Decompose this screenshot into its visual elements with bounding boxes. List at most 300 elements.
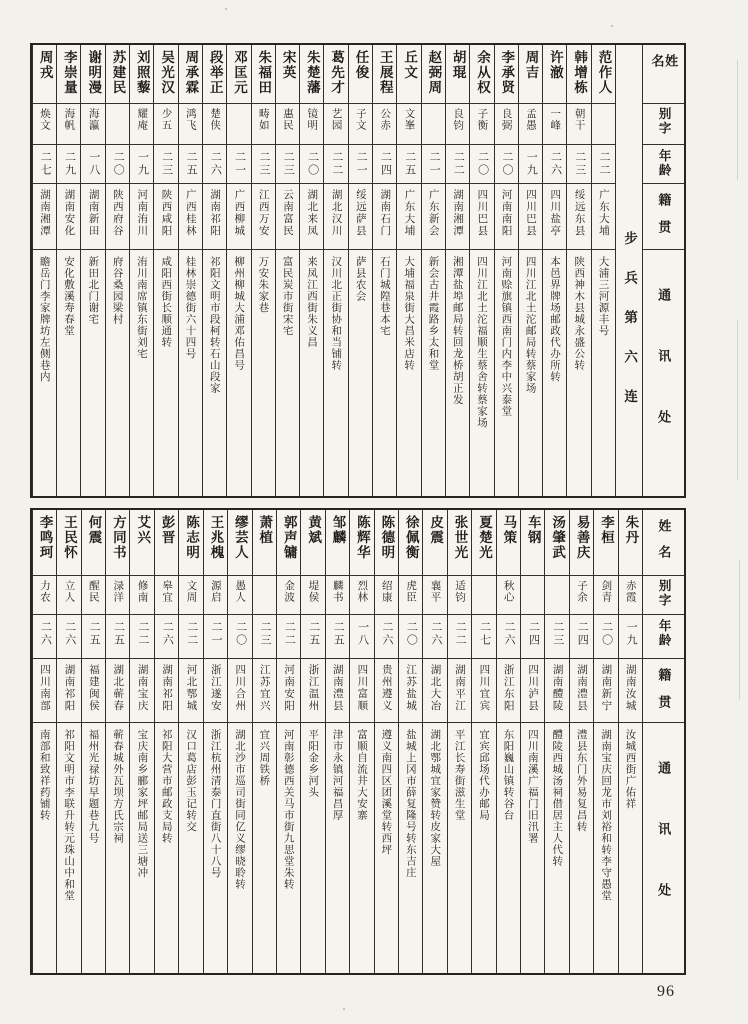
person-alias: 焕文	[39, 108, 52, 131]
person-address: 新田北门谢宅	[87, 256, 100, 325]
person-native-place-cell	[301, 659, 324, 723]
person-alias: 堤侯	[307, 580, 320, 603]
person-column	[422, 510, 446, 973]
header-cell-age	[643, 615, 684, 659]
person-native-place-cell	[373, 184, 396, 250]
person-alias-cell	[543, 104, 566, 145]
person-alias-cell	[422, 104, 445, 145]
person-address: 宝庆南乡郦家坪邮局送三塘冲	[136, 729, 149, 879]
person-column	[421, 45, 445, 496]
person-native-place: 陕西府谷	[111, 189, 124, 237]
person-age-cell	[543, 145, 566, 184]
person-age: 二〇	[500, 151, 513, 177]
header-cell-native-place	[643, 659, 684, 723]
person-alias: 子余	[575, 580, 588, 603]
person-address: 陕西神木县城永盛公转	[573, 256, 586, 371]
person-age: 二五	[112, 621, 125, 647]
person-native-place-cell	[276, 184, 299, 250]
person-address-cell	[326, 723, 349, 973]
person-age-cell	[179, 615, 202, 659]
person-age: 一九	[136, 151, 149, 177]
header-cell-alias	[643, 104, 684, 145]
person-alias: 镜明	[306, 108, 319, 131]
person-alias: 文周	[185, 580, 198, 603]
person-address-cell	[106, 250, 129, 496]
person-name-cell	[81, 45, 104, 104]
person-age-cell	[82, 615, 105, 659]
person-alias-cell	[227, 104, 250, 145]
person-native-place: 四川泸县	[527, 664, 540, 712]
person-column	[569, 510, 593, 973]
person-age: 二〇	[306, 151, 319, 177]
person-name-cell	[276, 45, 299, 104]
person-native-place: 湖南石门	[379, 189, 392, 237]
person-column	[80, 45, 104, 496]
person-age: 二一	[355, 151, 368, 177]
person-alias: 秋心	[502, 580, 515, 603]
unit-column	[615, 45, 642, 496]
person-address-cell	[521, 723, 544, 973]
person-address-cell	[130, 723, 153, 973]
person-native-place-cell	[326, 659, 349, 723]
person-native-place: 湖南醴陵	[551, 664, 564, 712]
person-name-cell	[567, 45, 590, 104]
person-address-cell	[33, 250, 56, 496]
person-name-cell	[326, 510, 349, 576]
person-age: 二三	[282, 151, 295, 177]
person-native-place-cell	[519, 184, 542, 250]
person-address: 咸阳西街长顺通转	[160, 256, 173, 348]
person-alias: 楚侠	[209, 108, 222, 131]
person-alias-cell	[57, 576, 80, 615]
person-address: 新会古井霞路乡太和堂	[427, 256, 440, 371]
person-native-place-cell	[81, 184, 104, 250]
person-name-cell	[519, 45, 542, 104]
person-age: 一九	[625, 621, 638, 647]
scan-margin-mark	[739, 560, 740, 700]
person-name-cell	[277, 510, 300, 576]
person-age: 二五	[307, 621, 320, 647]
person-age: 二九	[63, 151, 76, 177]
person-alias-cell	[301, 576, 324, 615]
person-address-cell	[375, 723, 398, 973]
person-column	[494, 45, 518, 496]
person-age-cell	[495, 145, 518, 184]
person-age-cell	[204, 615, 227, 659]
person-alias-cell	[423, 576, 446, 615]
person-alias: 少五	[160, 108, 173, 131]
person-address-cell	[300, 250, 323, 496]
person-native-place: 四川宜宾	[478, 664, 491, 712]
person-address: 洧川南席镇东街刘宅	[135, 256, 148, 360]
person-native-place-cell	[349, 184, 372, 250]
person-native-place-cell	[130, 659, 153, 723]
person-address: 湘潭盐埠邮局转回龙桥胡正发	[451, 256, 464, 406]
person-name-cell	[106, 510, 129, 576]
person-name-cell	[324, 45, 347, 104]
person-address: 安化敷溪寿春堂	[63, 256, 75, 337]
person-alias: 虎臣	[405, 580, 418, 603]
person-age-cell	[567, 145, 590, 184]
person-column	[202, 45, 226, 496]
person-alias-cell	[33, 104, 56, 145]
person-alias-cell	[567, 104, 590, 145]
person-name-cell	[106, 45, 129, 104]
scan-speck	[343, 1008, 345, 1010]
person-address: 汉川北正街协和当铺转	[330, 256, 343, 371]
person-alias-cell	[130, 104, 153, 145]
person-address: 汝城西街广佑祥	[624, 729, 637, 810]
person-native-place-cell	[350, 659, 373, 723]
person-name: 李鸣珂	[37, 515, 53, 560]
person-alias-cell	[470, 104, 493, 145]
person-name-cell	[375, 510, 398, 576]
person-age-cell	[227, 145, 250, 184]
person-name: 谢明漫	[86, 50, 102, 95]
person-column	[252, 510, 276, 973]
person-alias-cell	[446, 104, 469, 145]
person-alias-cell	[472, 576, 495, 615]
person-native-place-cell	[495, 184, 518, 250]
person-address-cell	[277, 723, 300, 973]
person-alias-cell	[228, 576, 251, 615]
person-address: 东阳巍山镇转谷台	[502, 729, 515, 821]
person-column	[105, 510, 129, 973]
person-native-place: 湖南澧县	[575, 664, 588, 712]
person-column	[496, 510, 520, 973]
person-native-place: 湖南祁阳	[161, 664, 174, 712]
person-name-cell	[594, 510, 617, 576]
person-age: 二四	[527, 621, 540, 647]
person-column	[153, 45, 177, 496]
person-native-place-cell	[446, 184, 469, 250]
header-label-alias: 别字	[657, 107, 672, 136]
person-name-cell	[497, 510, 520, 576]
person-alias: 子文	[354, 108, 367, 131]
person-native-place: 湖南平江	[453, 664, 466, 712]
person-native-place-cell	[300, 184, 323, 250]
person-native-place-cell	[567, 184, 590, 250]
person-name-cell	[253, 510, 276, 576]
person-name: 陈德明	[379, 515, 395, 560]
person-column	[445, 45, 469, 496]
person-address-cell	[82, 723, 105, 973]
person-address: 石门城隍巷本宅	[378, 256, 391, 337]
person-address-cell	[204, 723, 227, 973]
person-name-cell	[154, 45, 177, 104]
person-alias: 醒民	[87, 580, 100, 603]
person-native-place-cell	[154, 184, 177, 250]
person-age-cell	[301, 615, 324, 659]
person-address: 澧县东门外易复昌转	[575, 729, 588, 833]
header-label-native-place: 籍贯	[656, 193, 672, 247]
person-native-place-cell	[253, 659, 276, 723]
scan-speck	[225, 8, 227, 10]
person-name: 徐佩衡	[403, 515, 419, 560]
person-age: 二四	[379, 151, 392, 177]
person-alias-cell	[373, 104, 396, 145]
person-name: 易善庆	[574, 515, 590, 560]
person-age-cell	[399, 615, 422, 659]
person-native-place: 四川富顺	[356, 664, 369, 712]
person-name-cell	[422, 45, 445, 104]
person-native-place: 广东大埔	[403, 189, 416, 237]
header-cell-address	[643, 250, 684, 496]
person-name: 宋英	[280, 50, 296, 80]
header-label-age: 年龄	[657, 149, 672, 178]
person-address-cell	[448, 723, 471, 973]
person-address-cell	[106, 723, 129, 973]
person-age: 二六	[381, 621, 393, 647]
person-alias: 鸿飞	[184, 108, 197, 131]
person-native-place: 广东新会	[427, 189, 440, 237]
person-age: 二一	[210, 621, 223, 647]
person-name-cell	[521, 510, 544, 576]
header-label-address: 通讯处	[656, 288, 672, 471]
person-address-cell	[423, 723, 446, 973]
person-alias: 一峰	[549, 108, 562, 131]
person-name: 陈志明	[184, 515, 200, 560]
person-age: 二六	[63, 621, 76, 647]
person-address: 来凤江西街朱义昌	[305, 256, 318, 348]
person-native-place: 湖北蕲春	[112, 664, 125, 712]
person-native-place: 河南南阳	[500, 189, 513, 237]
person-age: 二六	[429, 621, 442, 647]
person-name: 马策	[501, 515, 517, 545]
person-column	[396, 45, 420, 496]
person-age-cell	[448, 615, 471, 659]
person-age-cell	[422, 145, 445, 184]
person-address-cell	[619, 723, 642, 973]
person-address: 四川江北土沱邮局转蔡家场	[524, 256, 537, 394]
person-age: 二二	[283, 621, 296, 647]
person-name: 邹麟	[330, 515, 346, 545]
person-name: 方同书	[110, 515, 126, 560]
person-alias: 皋宜	[161, 580, 174, 603]
person-name: 王展程	[377, 50, 393, 95]
person-column	[618, 510, 642, 973]
person-address-cell	[130, 250, 153, 496]
person-address-cell	[399, 723, 422, 973]
person-address: 河南赊旗镇西南门内李中兴泰堂	[500, 256, 513, 417]
person-native-place: 河南安阳	[283, 664, 296, 712]
header-cell-age	[643, 145, 684, 184]
person-address: 富顺自流井大安寨	[356, 729, 369, 821]
person-native-place-cell	[227, 184, 250, 250]
person-native-place: 四川巴县	[476, 189, 489, 237]
person-native-place: 河北鄂城	[185, 664, 198, 712]
person-age: 二二	[598, 151, 611, 177]
person-name: 范作人	[596, 50, 612, 95]
person-age: 二三	[257, 151, 270, 177]
person-alias-cell	[619, 576, 642, 615]
person-name: 朱福田	[256, 50, 272, 95]
person-column	[154, 510, 178, 973]
person-alias-cell	[276, 104, 299, 145]
person-address: 福州光禄坊早题巷九号	[87, 729, 100, 844]
person-native-place-cell	[228, 659, 251, 723]
person-address: 祁阳文明市段柯转石山段家	[208, 256, 221, 394]
person-native-place: 四川合州	[234, 664, 247, 712]
person-alias-cell	[397, 104, 420, 145]
person-name-cell	[592, 45, 615, 104]
person-column	[520, 510, 544, 973]
person-alias: 赤霞	[624, 580, 637, 603]
person-name: 李桓	[598, 515, 614, 545]
person-native-place-cell	[422, 184, 445, 250]
person-alias: 立人	[63, 580, 76, 603]
person-alias: 良弼	[500, 108, 513, 131]
person-name: 王民怀	[62, 515, 78, 560]
person-native-place: 四川南部	[39, 664, 52, 712]
person-alias: 烈林	[356, 580, 369, 603]
person-name-cell	[349, 45, 372, 104]
person-address-cell	[543, 250, 566, 496]
person-age-cell	[326, 615, 349, 659]
person-native-place: 湖北来凤	[306, 189, 319, 237]
person-native-place-cell	[497, 659, 520, 723]
person-column	[469, 45, 493, 496]
person-age-cell	[519, 145, 542, 184]
person-name-cell	[227, 45, 250, 104]
person-alias-cell	[106, 104, 129, 145]
person-native-place: 云南富民	[282, 189, 294, 237]
person-alias: 子衡	[476, 108, 489, 131]
person-address: 浙江杭州清泰门直街八十八号	[209, 729, 222, 879]
person-address-cell	[252, 250, 275, 496]
person-age-cell	[228, 615, 251, 659]
person-age-cell	[446, 145, 469, 184]
person-column	[56, 45, 80, 496]
person-address-cell	[570, 723, 593, 973]
person-address-cell	[57, 723, 80, 973]
person-alias: 艺园	[330, 108, 343, 131]
person-name-cell	[570, 510, 593, 576]
person-address: 大浦三河源丰号	[597, 256, 610, 337]
person-name: 任俊	[353, 50, 369, 80]
person-name: 车钢	[525, 515, 541, 545]
person-age: 二〇	[405, 621, 418, 647]
person-alias: 海帆	[63, 108, 76, 131]
person-address: 河南彰德西关马市街九思堂朱转	[282, 729, 295, 890]
person-native-place-cell	[472, 659, 495, 723]
person-address: 南部和致祥药铺转	[38, 729, 51, 821]
person-name: 胡琨	[450, 50, 466, 80]
person-address-cell	[33, 723, 56, 973]
person-alias: 金波	[283, 580, 296, 603]
person-age-cell	[253, 615, 276, 659]
person-alias-cell	[82, 576, 105, 615]
person-address: 府谷桑园梁村	[111, 256, 124, 325]
person-age: 二五	[88, 621, 101, 647]
person-native-place-cell	[252, 184, 275, 250]
person-column	[593, 510, 617, 973]
person-name-cell	[57, 510, 80, 576]
person-native-place: 江苏盐城	[405, 664, 418, 712]
person-address-cell	[227, 250, 250, 496]
person-address-cell	[495, 250, 518, 496]
person-name: 缪芸人	[232, 515, 248, 560]
person-alias-cell	[252, 104, 275, 145]
person-address: 醴陵西城汤祠借居主人代转	[551, 729, 564, 867]
person-age-cell	[592, 145, 615, 184]
person-name-cell	[448, 510, 471, 576]
person-address: 富民炭市街宋宅	[281, 256, 294, 337]
person-alias: 耀庵	[136, 108, 149, 131]
person-age-cell	[277, 615, 300, 659]
person-name: 张世光	[452, 515, 468, 560]
person-column	[32, 45, 56, 496]
person-name-cell	[130, 510, 153, 576]
person-native-place-cell	[521, 659, 544, 723]
person-native-place: 河南洧川	[136, 189, 149, 237]
person-name-cell	[155, 510, 178, 576]
person-name: 萧植	[257, 515, 273, 545]
person-address-cell	[301, 723, 324, 973]
person-age-cell	[570, 615, 593, 659]
person-alias: 麟书	[331, 580, 344, 603]
person-age-cell	[545, 615, 568, 659]
person-native-place-cell	[399, 659, 422, 723]
person-address: 宜宾邱场代办邮局	[478, 729, 491, 821]
person-name: 邓匡元	[231, 50, 247, 95]
person-column	[398, 510, 422, 973]
person-age-cell	[423, 615, 446, 659]
person-address: 大埔福泉街大昌米店转	[403, 256, 416, 371]
person-address: 蕲春城外瓦坝方氏宗祠	[111, 729, 124, 844]
person-age: 二三	[573, 151, 586, 177]
person-native-place: 广西柳城	[233, 189, 246, 237]
person-native-place-cell	[324, 184, 347, 250]
person-name-cell	[470, 45, 493, 104]
person-alias-cell	[277, 576, 300, 615]
person-address-cell	[324, 250, 347, 496]
person-native-place: 浙江东阳	[502, 664, 515, 712]
person-name: 周承霖	[183, 50, 199, 95]
person-native-place: 浙江遂安	[209, 664, 222, 712]
person-name: 余从权	[474, 50, 490, 95]
unit-label: 步兵第六连	[622, 230, 638, 429]
person-name-cell	[179, 510, 202, 576]
person-age: 二二	[452, 151, 465, 177]
person-native-place-cell	[57, 184, 80, 250]
person-alias-cell	[326, 576, 349, 615]
person-native-place: 湖北汉川	[330, 189, 343, 237]
person-column	[299, 45, 323, 496]
person-age: 二七	[478, 621, 491, 647]
person-name: 王兆槐	[208, 515, 224, 560]
person-native-place: 湖北大冶	[429, 664, 442, 712]
person-age: 二六	[39, 621, 52, 647]
person-alias-cell	[545, 576, 568, 615]
person-alias-cell	[375, 576, 398, 615]
header-column	[642, 510, 684, 973]
person-column	[203, 510, 227, 973]
person-age: 二三	[551, 621, 564, 647]
person-name-cell	[57, 45, 80, 104]
person-age-cell	[276, 145, 299, 184]
person-name: 朱丹	[623, 515, 639, 545]
person-native-place-cell	[594, 659, 617, 723]
person-native-place: 浙江温州	[307, 664, 320, 712]
person-name: 韩增栋	[572, 50, 588, 95]
person-age-cell	[130, 615, 153, 659]
person-alias: 惠民	[282, 108, 294, 131]
person-address: 柳州柳城大浦邓佑昌号	[233, 256, 246, 371]
person-name: 李崇量	[61, 50, 77, 95]
person-column	[372, 45, 396, 496]
person-native-place-cell	[397, 184, 420, 250]
